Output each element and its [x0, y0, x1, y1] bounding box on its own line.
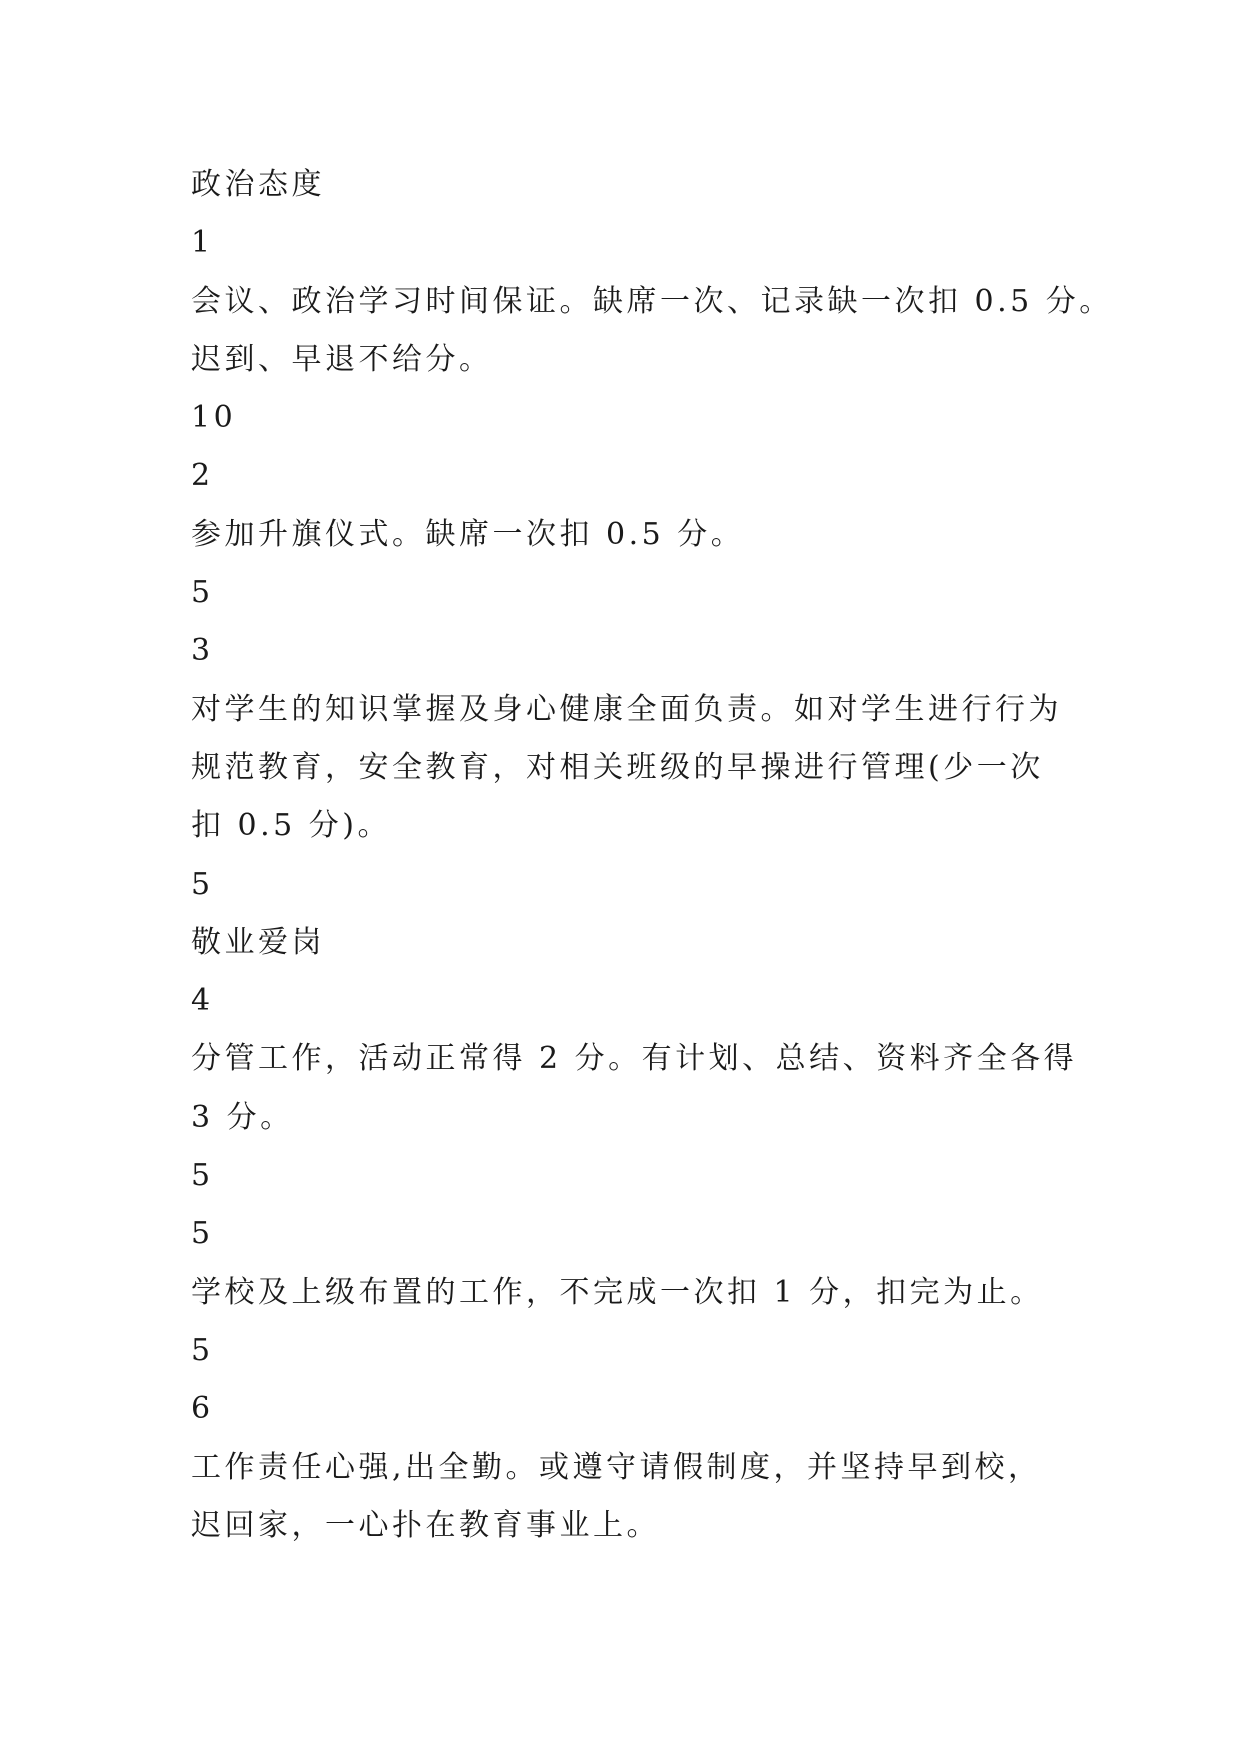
item-text: 规范教育，安全教育，对相关班级的早操进行管理(少一次: [191, 749, 1044, 785]
item-number: 1: [191, 225, 214, 261]
item-text: 参加升旗仪式。缺席一次扣 0.5 分。: [191, 516, 745, 552]
item-number: 2: [191, 458, 214, 494]
item-text: 3 分。: [191, 1099, 294, 1135]
item-text: 迟回家，一心扑在教育事业上。: [191, 1507, 660, 1543]
item-number: 4: [191, 983, 214, 1019]
item-text: 学校及上级布置的工作，不完成一次扣 1 分，扣完为止。: [191, 1274, 1044, 1310]
section-heading-political-attitude: 政治态度: [191, 167, 325, 202]
item-text: 扣 0.5 分)。: [191, 808, 391, 844]
item-text: 迟到、早退不给分。: [191, 341, 493, 377]
item-score: 5: [191, 866, 214, 902]
item-text: 工作责任心强,出全勤。或遵守请假制度，并坚持早到校，: [191, 1449, 1042, 1485]
item-score: 5: [191, 1158, 214, 1194]
item-number: 3: [191, 633, 214, 669]
section-heading-dedication: 敬业爱岗: [191, 924, 325, 960]
item-text: 分管工作，活动正常得 2 分。有计划、总结、资料齐全各得: [191, 1041, 1078, 1077]
item-score: 5: [191, 1332, 214, 1368]
item-text: 对学生的知识掌握及身心健康全面负责。如对学生进行行为: [191, 691, 1062, 727]
item-score: 10: [191, 400, 237, 436]
item-number: 5: [191, 1216, 214, 1252]
document-body: [191, 156, 1113, 1555]
item-number: 6: [191, 1391, 214, 1427]
item-score: 5: [191, 575, 214, 611]
item-text: 会议、政治学习时间保证。缺席一次、记录缺一次扣 0.5 分。: [191, 283, 1113, 319]
